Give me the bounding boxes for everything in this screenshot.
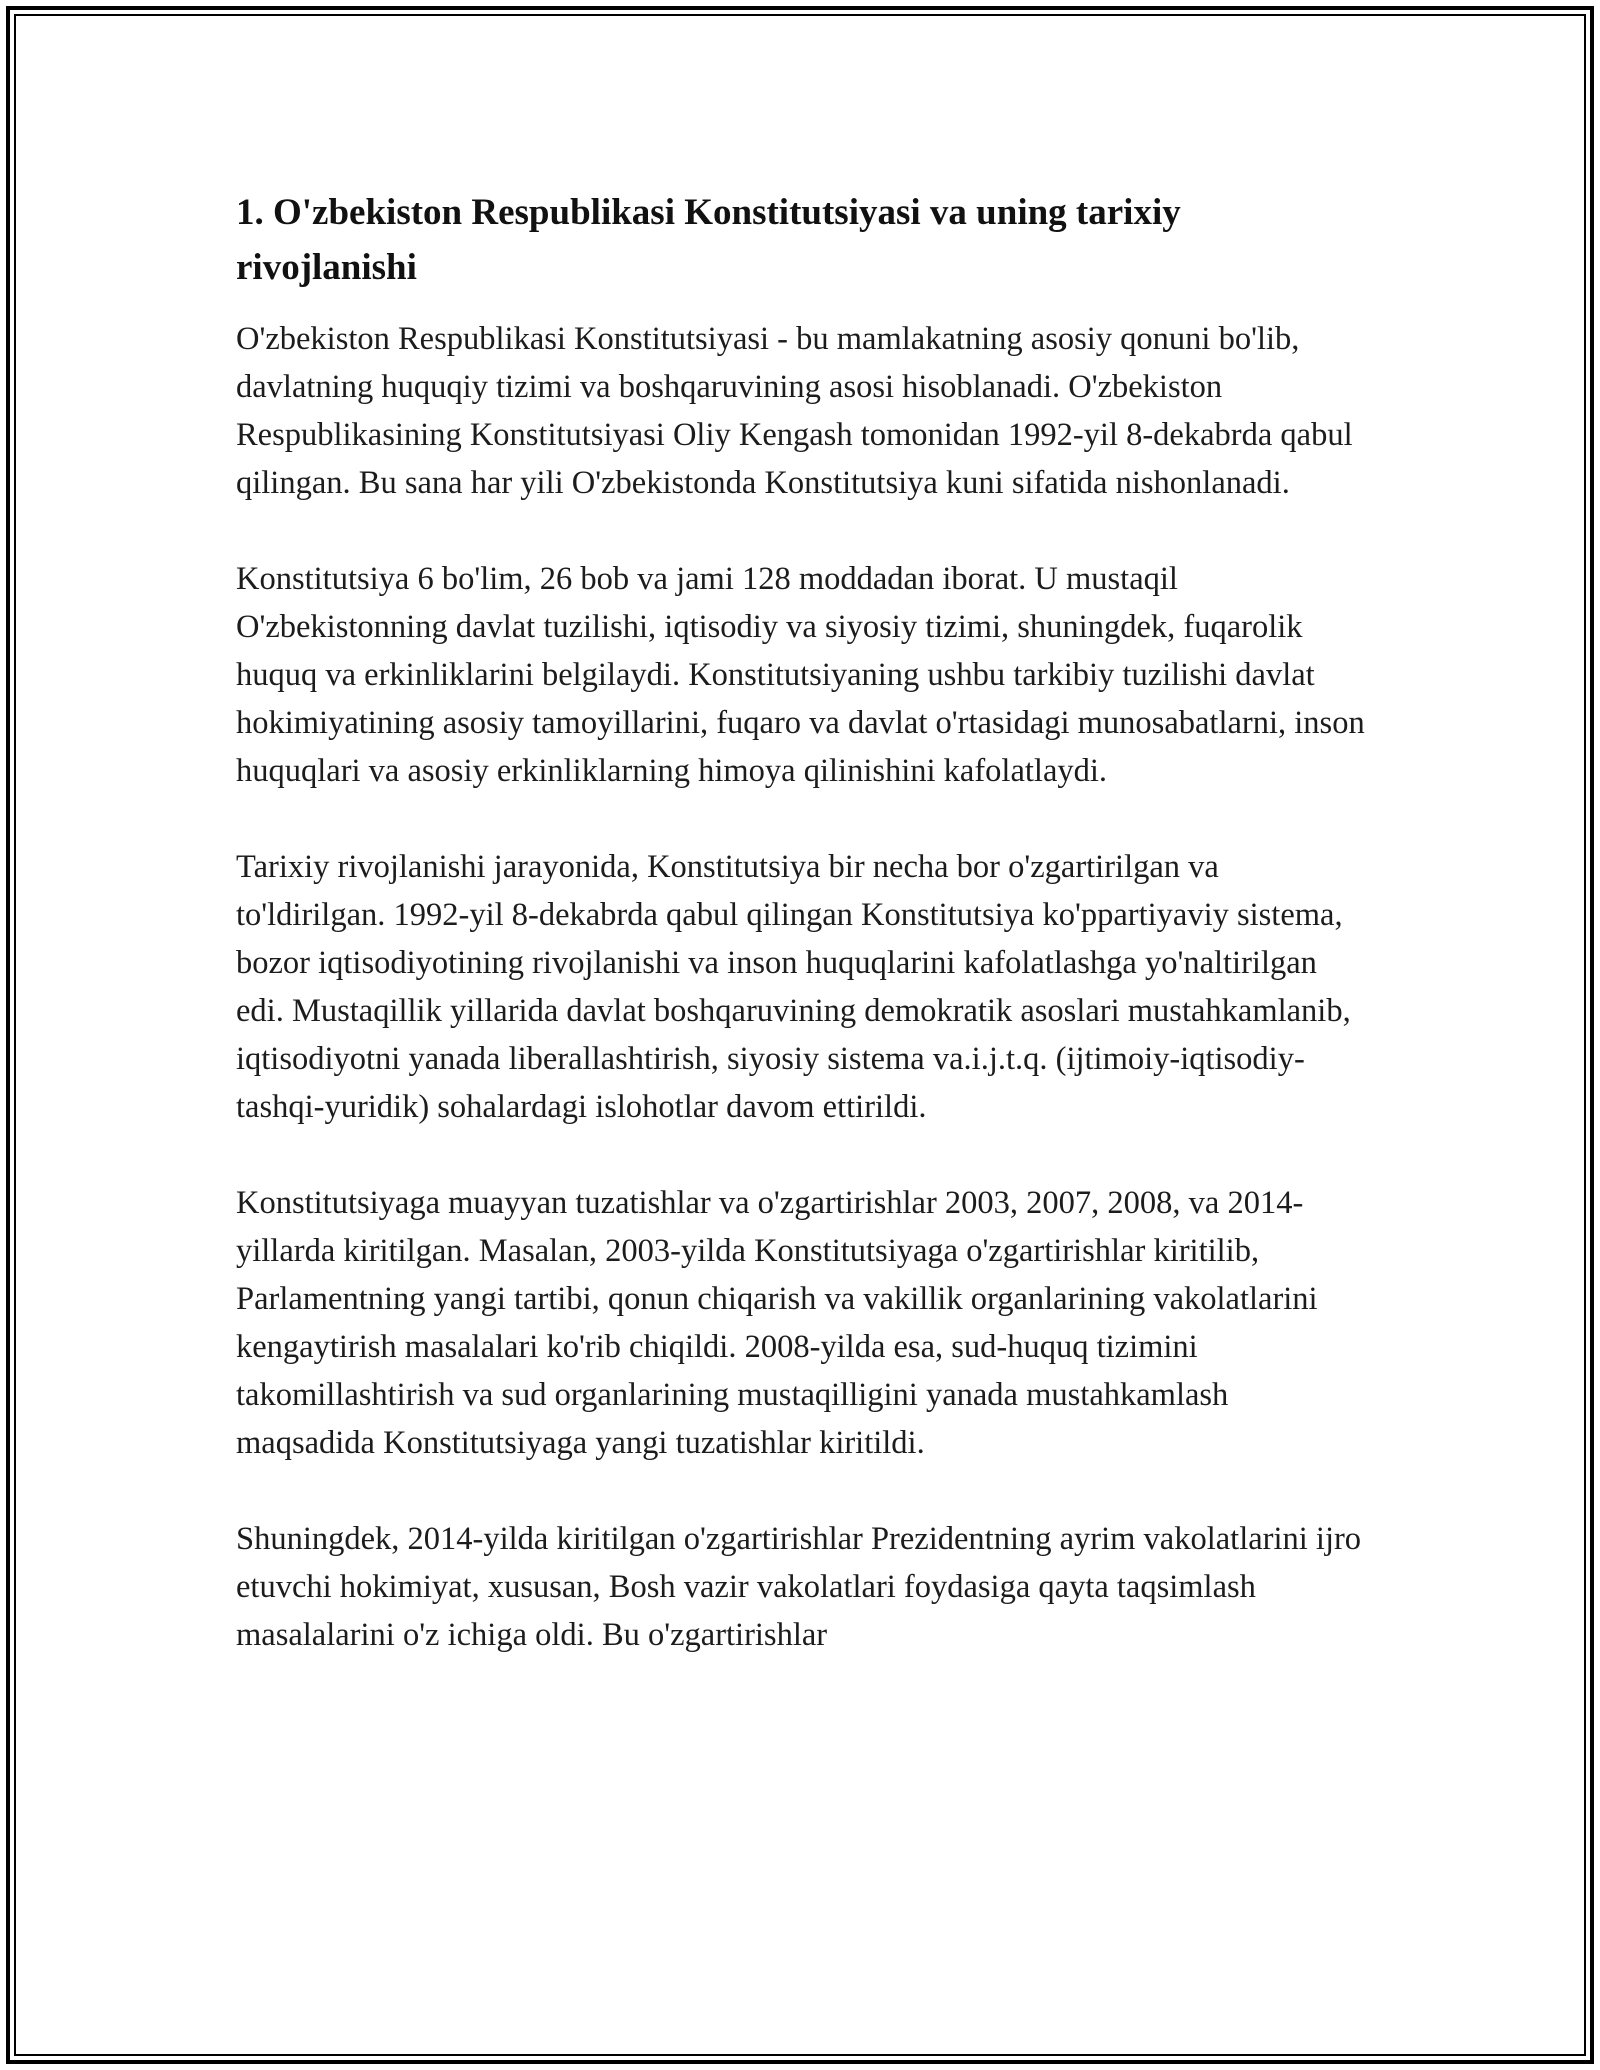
paragraph-2014-changes: Shuningdek, 2014-yilda kiritilgan o'zgartirishlar Prezidentning ayrim vakolatlarini ijro etuvchi hokimiyat, xususan, Bosh vazir vakolatlari foydasiga qayta taqsimlash masalalarini o'z ichiga oldi. Bu o'zgartirishlar xyxy=(236,1521,1362,1653)
paragraph-intro: O'zbekiston Respublikasi Konstitutsiyasi - bu mamlakatning asosiy qonuni bo'lib, davlatning huquqiy tizimi va boshqaruvining asosi hisoblanadi. O'zbekiston Respublikasining Konstitutsiyasi Oliy Kengash tomonidan 1992-yil 8-dekabrda qabul qilingan. Bu sana har yili O'zbekistonda Konstitutsiya kuni sifatida nishonlanadi. xyxy=(236,321,1353,501)
section-heading: 1. O'zbekiston Respublikasi Konstitutsiyasi va uning tarixiy rivojlanishi xyxy=(236,192,1181,288)
paragraph-history: Tarixiy rivojlanishi jarayonida, Konstitutsiya bir necha bor o'zgartirilgan va to'ldirilgan. 1992-yil 8-dekabrda qabul qilingan Konstitutsiya ko'ppartiyaviy sistema, bozor iqtisodiyotining rivojlanishi va inson huquqlarini kafolatlashga yo'naltirilgan edi. Mustaqillik yillarida davlat boshqaruvining demokratik asoslari mustahkamlanib, iqtisodiyotni yanada liberallashtirish, siyosiy sistema va.i.j.t.q. (ijtimoiy-iqtisodiy-tashqi-yuridik) sohalardagi islohotlar davom ettirildi. xyxy=(236,849,1351,1125)
paragraph-amendments: Konstitutsiyaga muayyan tuzatishlar va o'zgartirishlar 2003, 2007, 2008, va 2014-yillarda kiritilgan. Masalan, 2003-yilda Konstitutsiyaga o'zgartirishlar kiritilib, Parlamentning yangi tartibi, qonun chiqarish va vakillik organlarining vakolatlarini kengaytirish masalalari ko'rib chiqildi. 2008-yilda esa, sud-huquq tizimini takomillashtirish va sud organlarining mustaqilligini yanada mustahkamlash maqsadida Konstitutsiyaga yangi tuzatishlar kiritildi. xyxy=(236,1185,1318,1461)
paragraph-structure: Konstitutsiya 6 bo'lim, 26 bob va jami 128 moddadan iborat. U mustaqil O'zbekistonning davlat tuzilishi, iqtisodiy va siyosiy tizimi, shuningdek, fuqarolik huquq va erkinliklarini belgilaydi. Konstitutsiyaning ushbu tarkibiy tuzilishi davlat hokimiyatining asosiy tamoyillarini, fuqaro va davlat o'rtasidagi munosabatlarni, inson huquqlari va asosiy erkinliklarning himoya qilinishini kafolatlaydi. xyxy=(236,561,1365,789)
document-body xyxy=(236,185,1366,1659)
